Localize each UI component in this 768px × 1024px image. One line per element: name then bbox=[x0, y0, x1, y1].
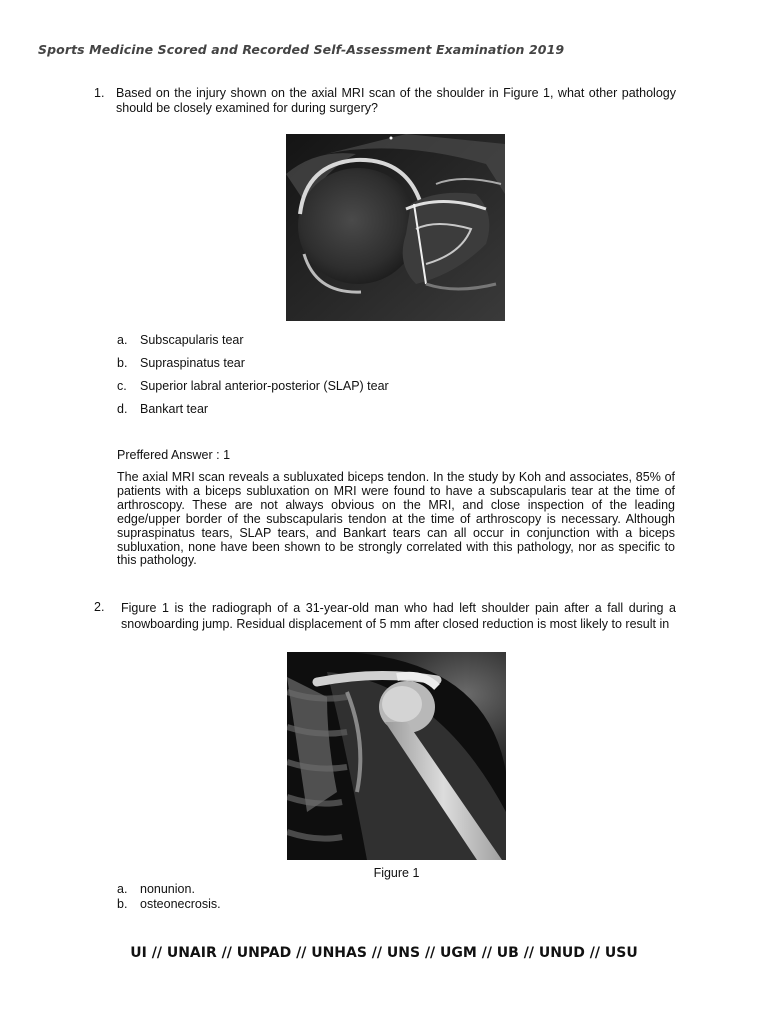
option-d bbox=[117, 402, 617, 425]
option-b bbox=[117, 356, 617, 379]
option-letter: a. bbox=[117, 333, 128, 347]
option-text: nonunion. bbox=[140, 882, 195, 896]
option-a bbox=[117, 882, 517, 897]
answer-explanation: The axial MRI scan reveals a subluxated biceps tendon. In the study by Koh and associates, 85% of patients with a biceps subluxation on MRI were found to have a subscapularis tear at the time of arthroscopy. These are not always obvious on the MRI, and close inspection of the leading edge/upper border of the subscapularis tendon at the time of arthroscopy is necessary. Although supraspinatus tears, SLAP tears, and Bankart tears can all occur in conjunction with a biceps subluxation, none have been shown to be strongly correlated with this pathology, nor as specific to this pathology. bbox=[117, 470, 675, 568]
question-1-options bbox=[117, 333, 617, 425]
option-letter: b. bbox=[117, 356, 128, 370]
option-letter: b. bbox=[117, 897, 128, 911]
option-c bbox=[117, 379, 617, 402]
question-text: Based on the injury shown on the axial MRI scan of the shoulder in Figure 1, what other pathology should be closely examined for during surgery? bbox=[116, 86, 676, 115]
option-letter: c. bbox=[117, 379, 127, 393]
question-2 bbox=[94, 600, 676, 632]
mri-shoulder-image bbox=[286, 134, 505, 321]
figure-caption: Figure 1 bbox=[373, 866, 420, 880]
option-a bbox=[117, 333, 617, 356]
question-number: 1. bbox=[94, 86, 105, 100]
question-2-options bbox=[117, 882, 517, 912]
option-letter: a. bbox=[117, 882, 128, 896]
option-text: Subscapularis tear bbox=[140, 333, 244, 347]
question-1 bbox=[94, 86, 676, 116]
question-text: Figure 1 is the radiograph of a 31-year-old man who had left shoulder pain after a fall during a snowboarding jump. Residual displacement of 5 mm after closed reduction is most likely to result in bbox=[121, 601, 676, 631]
shoulder-radiograph-image bbox=[287, 652, 506, 860]
preferred-answer: Preffered Answer : 1 bbox=[117, 448, 231, 462]
option-text: osteonecrosis. bbox=[140, 897, 221, 911]
option-text: Supraspinatus tear bbox=[140, 356, 245, 370]
university-footer: UI // UNAIR // UNPAD // UNHAS // UNS // UGM // UB // UNUD // USU bbox=[130, 945, 638, 961]
question-number: 2. bbox=[94, 600, 105, 614]
exam-header: Sports Medicine Scored and Recorded Self-Assessment Examination 2019 bbox=[38, 42, 565, 57]
option-b bbox=[117, 897, 517, 912]
option-text: Superior labral anterior-posterior (SLAP) tear bbox=[140, 379, 389, 393]
option-letter: d. bbox=[117, 402, 128, 416]
option-text: Bankart tear bbox=[140, 402, 209, 416]
